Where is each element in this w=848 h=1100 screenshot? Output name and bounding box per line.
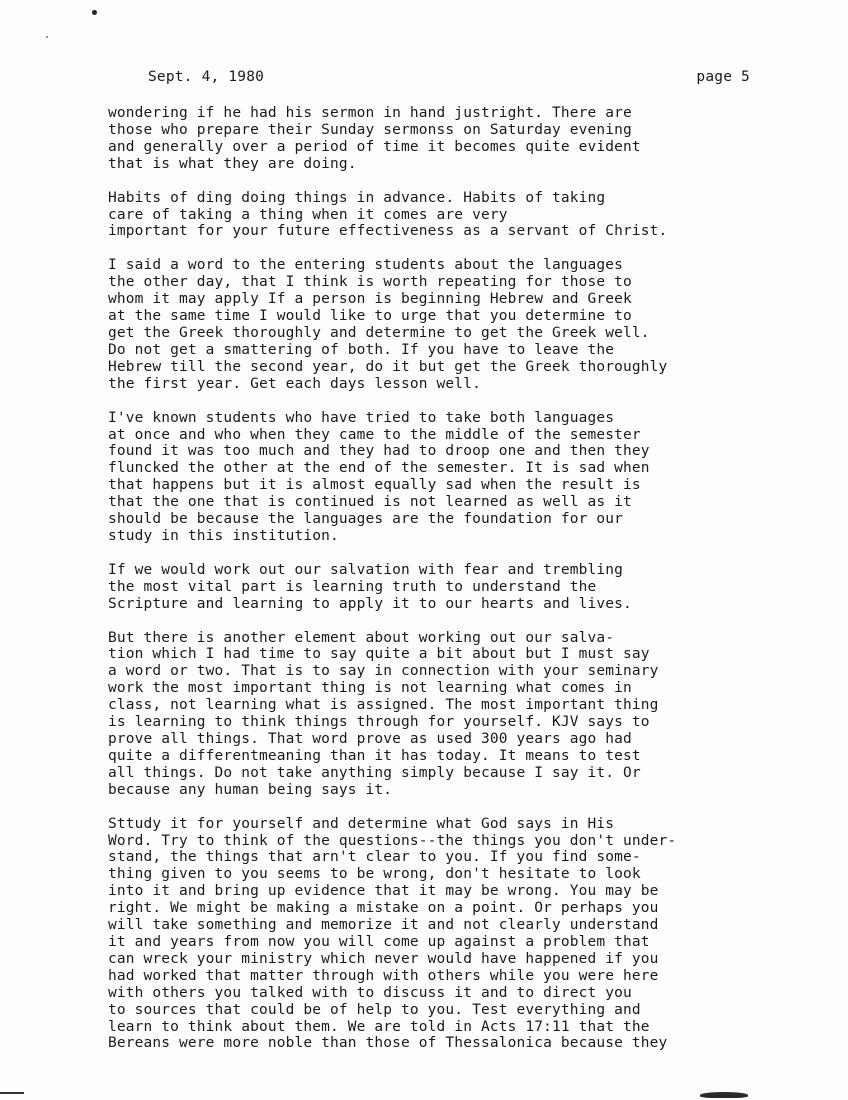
page-number: page 5 bbox=[696, 69, 750, 85]
header-date: Sept. 4, 1980 bbox=[148, 69, 265, 85]
scan-edge-mark bbox=[0, 1092, 24, 1094]
paragraph-6: But there is another element about working out our salva- tion which I had time to say quite a bit about but I must say a word or two. That is to say in connection with your seminary work the most important thing is not learning what comes in class, not learning what is assigned. The most important thing is learning to think things through for yourself. KJV says to prove all things. That word prove as used 300 years ago had quite a differentmeaning than it has today. It means to test all things. Do not take anything simply because I say it. Or because any human being says it. bbox=[108, 629, 659, 798]
ink-speck bbox=[92, 10, 97, 15]
paragraph-3: I said a word to the entering students about the languages the other day, that I think is worth repeating for those to whom it may apply If a person is beginning Hebrew and Greek at the same time I would like to urge that you determine to get the Greek thoroughly and determine to get the Greek well. Do not get a smattering of both. If you have to leave the Hebrew till the second year, do it but get the Greek thoroughly the first year. Get each days lesson well. bbox=[108, 257, 668, 392]
ink-speck bbox=[46, 36, 48, 38]
paragraph-7: Sttudy it for yourself and determine what God says in His Word. Try to think of the questions--the things you don't under- stand, the things that arn't clear to you. If you find some- thing given to you seems to be wrong, don't hesitate to look into it and bring up evidence that it may be wrong. You may be right. We might be making a mistake on a point. Or perhaps you will take something and memorize it and not clearly understand it and years from now you will come up against a problem that can wreck your ministry which never would have happened if you had worked that matter through with others while you were here with others you talked with to discuss it and to direct you to sources that could be of help to you. Test everything and learn to think about them. We are told in Acts 17:11 that the Bereans were more noble than those of Thessalonica because they bbox=[108, 815, 677, 1052]
paragraph-5: If we would work out our salvation with fear and trembling the most vital part is learning truth to understand the Scripture and learning to apply it to our hearts and lives. bbox=[108, 561, 632, 612]
paragraph-1: wondering if he had his sermon in hand justright. There are those who prepare their Sunday sermonss on Saturday evening and generally over a period of time it becomes quite evident that is what they are doing. bbox=[108, 105, 641, 172]
paragraph-4: I've known students who have tried to take both languages at once and who when they came to the middle of the semester found it was too much and they had to droop one and then they fluncked the other at the end of the semester. It is sad when that happens but it is almost equally sad when the result is that the one that is continued is not learned as well as it should be because the languages are the foundation for our study in this institution. bbox=[108, 409, 650, 544]
page-header bbox=[148, 68, 750, 86]
body-text bbox=[108, 105, 780, 1052]
paragraph-2: Habits of ding doing things in advance. Habits of taking care of taking a thing when it comes are very important for your future effectiveness as a servant of Christ. bbox=[108, 189, 668, 240]
scan-smudge bbox=[700, 1092, 748, 1098]
